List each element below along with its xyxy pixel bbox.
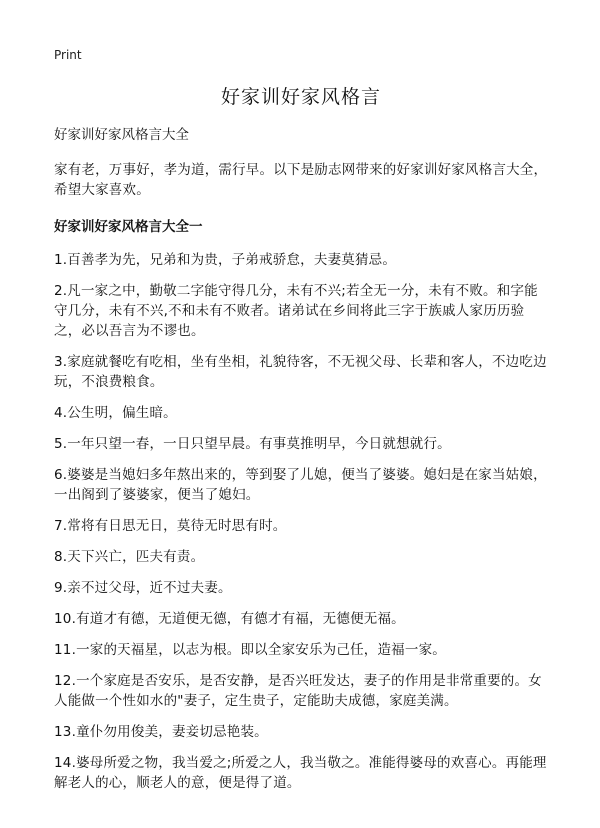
- list-item: 10.有道才有德，无道便无德，有德才有福，无德便无福。: [54, 611, 405, 627]
- list-item: 3.家庭就餐吃有吃相，坐有坐相，礼貌待客，不无视父母、长辈和客人，不边吃边玩，不浪费粮食。: [54, 354, 547, 390]
- section-heading: 好家训好家风格言大全一: [54, 219, 203, 235]
- list-item: 12.一个家庭是否安乐，是否安静，是否兴旺发达，妻子的作用是非常重要的。女人能做一个性如水的"妻子，定生贵子，定能助夫成德，家庭美满。: [54, 673, 542, 709]
- list-item: 11.一家的天福星，以志为根。即以全家安乐为己任，造福一家。: [54, 642, 446, 658]
- page-title: 好家训好家风格言: [220, 86, 381, 108]
- list-item: 1.百善孝为先，兄弟和为贵，子弟戒骄怠，夫妻莫猜忌。: [54, 252, 397, 268]
- intro-paragraph: 家有老，万事好，孝为道，需行早。以下是励志网带来的好家训好家风格言大全，希望大家喜欢。: [54, 162, 548, 198]
- list-item: 6.婆婆是当媳妇多年熬出来的，等到娶了儿媳，便当了婆婆。媳妇是在家当姑娘，一出阁到了婆婆家，便当了媳妇。: [54, 467, 547, 503]
- list-item: 7.常将有日思无日，莫待无时思有时。: [54, 518, 287, 534]
- list-item: 13.童仆勿用俊美，妻妾切忌艳装。: [54, 724, 268, 740]
- list-item: 9.亲不过父母，近不过夫妻。: [54, 580, 232, 596]
- list-item: 4.公生明，偏生暗。: [54, 405, 177, 421]
- list-item: 14.婆母所爱之物，我当爱之;所爱之人，我当敬之。准能得婆母的欢喜心。再能理解老人的心，顺老人的意，便是得了道。: [54, 755, 547, 791]
- list-item: 8.天下兴亡，匹夫有责。: [54, 549, 205, 565]
- print-link[interactable]: Print: [54, 48, 82, 62]
- list-item: 2.凡一家之中，勤敬二字能守得几分，未有不兴;若全无一分，未有不败。和字能守几分，未有不兴,不和未有不败者。诸弟试在乡间将此三字于族戚人家历历验之，必以吾言为不谬也。: [54, 283, 538, 339]
- maxims-list: [54, 250, 548, 793]
- list-item: 5.一年只望一春，一日只望早晨。有事莫推明早，今日就想就行。: [54, 436, 451, 452]
- document-subtitle: 好家训好家风格言大全: [54, 127, 189, 143]
